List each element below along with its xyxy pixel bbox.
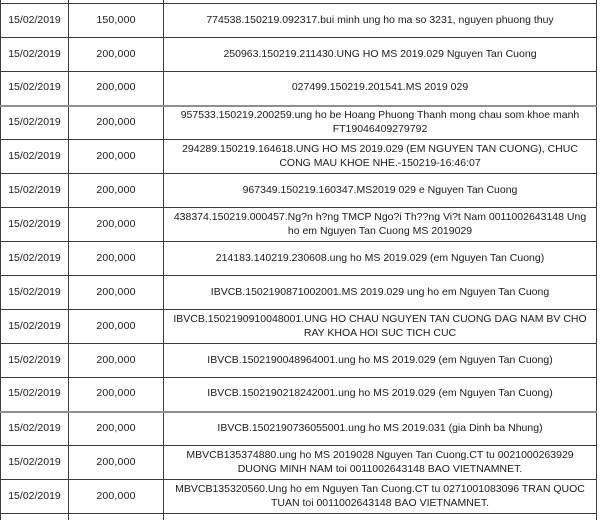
date-cell: 15/02/2019 <box>1 310 69 344</box>
partial-cell <box>1 514 69 520</box>
date-cell: 15/02/2019 <box>1 344 69 378</box>
amount-cell: 200,000 <box>69 106 164 140</box>
amount-cell: 200,000 <box>69 38 164 72</box>
description-cell: IBVCB.1502190910048001.UNG HO CHAU NGUYEN TAN CUONG DAG NAM BV CHO RAY KHOA HOI SUC TICH CUC <box>164 310 597 344</box>
amount-cell: 200,000 <box>69 412 164 446</box>
amount-cell: 200,000 <box>69 140 164 174</box>
date-cell: 15/02/2019 <box>1 378 69 412</box>
date-cell: 15/02/2019 <box>1 480 69 514</box>
partial-row-bottom <box>1 514 597 520</box>
table-row <box>1 242 597 276</box>
description-cell: MBVCB135374880.ung ho MS 2019028 Nguyen Tan Cuong.CT tu 0021000263929 DUONG MINH NAM toi 0011002643148 BAO VIETNAMNET. <box>164 446 597 480</box>
amount-cell: 200,000 <box>69 310 164 344</box>
partial-cell <box>164 514 597 520</box>
table-row <box>1 106 597 140</box>
table-row <box>1 310 597 344</box>
table-row <box>1 378 597 412</box>
description-cell: 214183.140219.230608.ung ho MS 2019.029 (em Nguyen Tan Cuong) <box>164 242 597 276</box>
table-row <box>1 4 597 38</box>
table-row <box>1 446 597 480</box>
description-cell: 774538.150219.092317.bui minh ung ho ma so 3231, nguyen phuong thuy <box>164 4 597 38</box>
table-row <box>1 276 597 310</box>
amount-cell: 200,000 <box>69 242 164 276</box>
table-row <box>1 140 597 174</box>
amount-cell: 150,000 <box>69 4 164 38</box>
date-cell: 15/02/2019 <box>1 106 69 140</box>
table-row <box>1 208 597 242</box>
description-cell: 967349.150219.160347.MS2019 029 e Nguyen Tan Cuong <box>164 174 597 208</box>
description-cell: IBVCB.1502190218242001.ung ho MS 2019.029 (em Nguyen Tan Cuong) <box>164 378 597 412</box>
description-cell: MBVCB135320560.Ung ho em Nguyen Tan Cuong.CT tu 0271001083096 TRAN QUOC TUAN toi 0011002643148 BAO VIETNAMNET. <box>164 480 597 514</box>
amount-cell: 200,000 <box>69 378 164 412</box>
description-cell: 957533.150219.200259.ung ho be Hoang Phuong Thanh mong chau som khoe manh FT19046409279792 <box>164 106 597 140</box>
partial-cell <box>69 514 164 520</box>
table-row <box>1 344 597 378</box>
table-row <box>1 480 597 514</box>
amount-cell: 200,000 <box>69 174 164 208</box>
description-cell: IBVCB.1502190048964001.ung ho MS 2019.029 (em Nguyen Tan Cuong) <box>164 344 597 378</box>
date-cell: 15/02/2019 <box>1 140 69 174</box>
table-row <box>1 174 597 208</box>
date-cell: 15/02/2019 <box>1 174 69 208</box>
table-row <box>1 72 597 106</box>
description-cell: 438374.150219.000457.Ng?n h?ng TMCP Ngo?i Th??ng Vi?t Nam 0011002643148 Ung ho em Nguyen Tan Cuong MS 2019029 <box>164 208 597 242</box>
table-row <box>1 412 597 446</box>
date-cell: 15/02/2019 <box>1 4 69 38</box>
amount-cell: 200,000 <box>69 446 164 480</box>
description-cell: 027499.150219.201541.MS 2019 029 <box>164 72 597 106</box>
table-row <box>1 38 597 72</box>
amount-cell: 200,000 <box>69 208 164 242</box>
date-cell: 15/02/2019 <box>1 412 69 446</box>
date-cell: 15/02/2019 <box>1 38 69 72</box>
amount-cell: 200,000 <box>69 72 164 106</box>
description-cell: 250963.150219.211430.UNG HO MS 2019.029 Nguyen Tan Cuong <box>164 38 597 72</box>
description-cell: IBVCB.1502190736055001.ung ho MS 2019.031 (gia Dinh ba Nhung) <box>164 412 597 446</box>
date-cell: 15/02/2019 <box>1 72 69 106</box>
description-cell: IBVCB.1502190871002001.MS 2019.029 ung ho em Nguyen Tan Cuong <box>164 276 597 310</box>
amount-cell: 200,000 <box>69 276 164 310</box>
date-cell: 15/02/2019 <box>1 242 69 276</box>
amount-cell: 200,000 <box>69 480 164 514</box>
date-cell: 15/02/2019 <box>1 276 69 310</box>
date-cell: 15/02/2019 <box>1 446 69 480</box>
date-cell: 15/02/2019 <box>1 208 69 242</box>
table-body <box>1 0 597 520</box>
amount-cell: 200,000 <box>69 344 164 378</box>
description-cell: 294289.150219.164618.UNG HO MS 2019.029 (EM NGUYEN TAN CUONG), CHUC CONG MAU KHOE NHE.-150219-16:46:07 <box>164 140 597 174</box>
